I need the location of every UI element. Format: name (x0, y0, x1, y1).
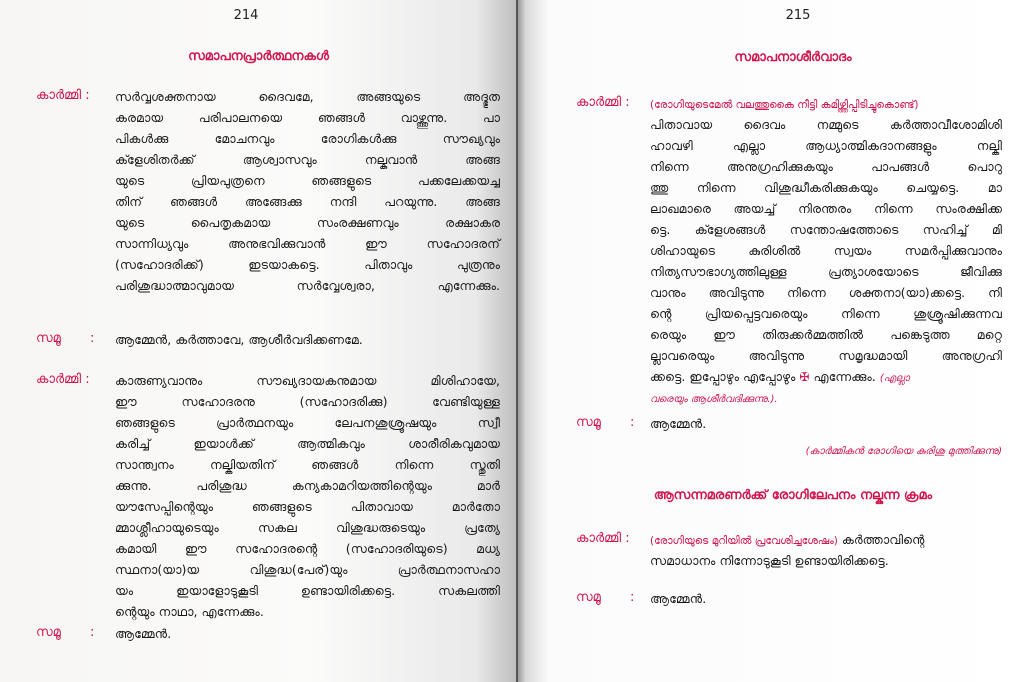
blessing-text (650, 93, 1002, 408)
rubric-note: (കാർമ്മികൻ രോഗിയെ കുരിശു മുത്തിക്കുന്നു) (805, 446, 1002, 457)
response-text (115, 623, 500, 644)
rubric-instruction: വരെയും ആശീർവദിക്കുന്നു.). (650, 394, 778, 405)
text-line: സാന്നിധ്യവും അനുഭവിക്കുവാൻ ഈ സഹോദരന് (115, 236, 500, 251)
speaker-label: സമൂ (36, 331, 61, 346)
left-page-heading: സമാപനപ്രാർത്ഥനകൾ (188, 49, 329, 64)
text-line: പികൾക്കു മോചനവും രോഗികൾക്കു സൗഖ്യവും (115, 131, 500, 146)
text-line: യൗസേപ്പിന്റെയും ഞങ്ങളുടെ പിതാവായ മാർതോ (115, 499, 500, 514)
text-line: നിത്യസൗഭാഗ്യത്തിലുള്ള പ്രത്യാശയോടെ ജീവിക്കു (650, 264, 1002, 279)
page-number-left: 214 (233, 8, 259, 23)
text-line: ഹാവഴി എല്ലാ ആധ്യാത്മികദാനങ്ങളും നല്കി (650, 138, 1002, 153)
speaker-label: കാർമ്മി : (36, 88, 90, 103)
text-line: ആമ്മേൻ. (115, 626, 172, 641)
colon: : (630, 590, 635, 605)
text-line: ന്റെയും നാഥാ, എന്നേക്കും. (115, 604, 264, 619)
colon: : (90, 331, 95, 346)
cross-icon: ✠ (799, 370, 810, 384)
text-line: തിന് ഞങ്ങൾ അങ്ങേക്കു നന്ദി പറയുന്നു. അങ്ങ (115, 194, 500, 209)
response-text (650, 588, 1002, 609)
text-line: ആമ്മേൻ. (650, 591, 707, 606)
text-line: (സഹോദരിക്ക്) ഇടയാകട്ടെ. പിതാവും പുത്രനും (115, 257, 500, 272)
text-line: സർവ്വശക്തനായ ദൈവമേ, അങ്ങയുടെ അദ്ഭുത (115, 89, 500, 104)
speaker-label: കാർമ്മി : (576, 531, 630, 546)
text-line: ഈ സഹോദരനു (സഹോദരിക്കു) വേണ്ടിയുള്ള (115, 394, 500, 409)
rubric-instruction: (രോഗിയുടെ മുറിയിൽ പ്രവേശിച്ചശേഷം) (650, 535, 838, 547)
rubric-instruction: (എല്ലാ (879, 373, 910, 384)
prayer-text (115, 370, 500, 622)
text-line: കരിച്ച് ഇയാൾക്ക് ആത്മികവും ശാരീരികവുമായ (115, 436, 500, 451)
text-line: യുടെ പ്രിയപുത്രനെ ഞങ്ങളുടെ പക്കലേക്കയച്ച (115, 173, 500, 188)
text-line: യുടെ പൈതൃകമായ സംരക്ഷണവും രക്ഷാകര (115, 215, 500, 230)
text-fragment: ക്കട്ടെ. ഇപ്പോഴും എപ്പോഴും (650, 369, 796, 384)
speaker-label: സമൂ (576, 415, 601, 430)
text-line: ക്കുന്നു. പരിശുദ്ധ കന്യകാമറിയത്തിന്റെയും മാർ (115, 478, 500, 493)
text-line: കമായി ഈ സഹോദരന്റെ (സഹോദരിയുടെ) മധ്യ (115, 541, 500, 556)
text-line: ട്ടെ. ക്ളേശങ്ങൾ സന്തോഷത്തോടെ സഹിച്ച് മി (650, 222, 1002, 237)
text-line: ല്ലാവരെയും അവിടുന്നു സമൃദ്ധമായി അനുഗ്രഹി (650, 348, 1002, 363)
text-line: മ്മാശ്ലീഹായുടെയും സകല വിശുദ്ധരുടെയും പ്രത്യേ (115, 520, 500, 535)
text-line: നിന്നെ അനുഗ്രഹിക്കുകയും പാപങ്ങൾ പൊറു (650, 159, 1002, 174)
text-line: ന്റെ പ്രിയപ്പെട്ടവരെയും നിന്നെ ശുശ്രൂഷിക്കുന്നവ (650, 306, 1002, 321)
text-line: വാനും അവിടുന്നു നിന്നെ ശക്തനാ(യാ)ക്കട്ടെ. നി (650, 285, 1002, 300)
colon: : (90, 625, 95, 640)
text-line (650, 366, 1002, 387)
colon: : (630, 415, 635, 430)
speaker-label: സമൂ (576, 590, 601, 605)
rubric-instruction: (രോഗിയുടെമേൽ വലത്തുകൈ നീട്ടി കമിഴ്ത്തിപ്പിടിച്ചുകൊണ്ട്) (650, 99, 919, 111)
greeting-text (650, 529, 1002, 571)
page-number-right: 215 (785, 8, 811, 23)
section-heading: ആസന്നമരണർക്ക് രോഗിലേപനം നല്കുന്ന ക്രമം (653, 488, 933, 503)
right-page-heading: സമാപനാശീർവാദം (734, 50, 852, 65)
text-line: ക്ളേശിതർക്ക് ആശ്വാസവും നല്കുവാൻ അങ്ങ (115, 152, 500, 167)
text-line: യം ഇയാളോടുകൂടി ഉണ്ടായിരിക്കട്ടെ. സകലത്തി (115, 583, 500, 598)
text-line: ഞങ്ങളുടെ പ്രാർത്ഥനയും ലേപനശുശ്രൂഷയും സ്വീ (115, 415, 500, 430)
speaker-label: കാർമ്മി : (36, 372, 90, 387)
text-line: സ്ഥനാ(യാ)യ വിശുദ്ധ(പേര്)യും പ്രാർത്ഥനാസഹാ (115, 562, 500, 577)
text-fragment: എന്നേക്കും. (813, 369, 876, 384)
text-line: പരിശുദ്ധാത്മാവുമായ സർവ്വേശ്വരാ, എന്നേക്കും. (115, 278, 500, 293)
speaker-label: കാർമ്മി : (576, 95, 630, 110)
right-page (518, 0, 1024, 682)
text-line: കാരുണ്യവാനും സൗഖ്യദായകനുമായ മിശിഹായേ, (115, 373, 500, 388)
text-line (650, 529, 1002, 550)
text-line: ആമ്മേൻ. (650, 416, 707, 431)
text-fragment: കർത്താവിന്റെ (841, 532, 925, 547)
text-line: സമാധാനം നിന്നോടുകൂടി ഉണ്ടായിരിക്കട്ടെ. (650, 553, 889, 568)
text-line: ത്തു നിന്നെ വിശുദ്ധീകരിക്കുകയും ചെയ്യട്ടെ. മാ (650, 180, 1002, 195)
text-line: ശിഹായുടെ കുരിശിൽ സ്വയം സമർപ്പിക്കുവാനും (650, 243, 1002, 258)
text-line: ആമ്മേൻ, കർത്താവേ, ആശീർവദിക്കണമേ. (115, 332, 363, 347)
speaker-label: സമൂ (36, 625, 61, 640)
prayer-text (115, 86, 500, 296)
text-line: സാന്ത്വനം നല്കിയതിന് ഞങ്ങൾ നിന്നെ സ്തുതി (115, 457, 500, 472)
text-line: ലാഖമാരെ അയച്ച് നിരന്തരം നിന്നെ സംരക്ഷിക്ക (650, 201, 1002, 216)
response-text (115, 329, 500, 350)
text-line: പിതാവായ ദൈവം നമ്മുടെ കർത്താവീശോമിശി (650, 117, 1002, 132)
rubric-line (650, 93, 1002, 114)
response-text (650, 413, 1002, 434)
rubric-line (650, 387, 1002, 408)
text-line: രെയും ഈ തിരുക്കർമ്മത്തിൽ പങ്കെടുത്ത മറ്റെ (650, 327, 1002, 342)
text-line: കരമായ പരിപാലനയെ ഞങ്ങൾ വാഴ്ത്തുന്നു. പാ (115, 110, 500, 125)
